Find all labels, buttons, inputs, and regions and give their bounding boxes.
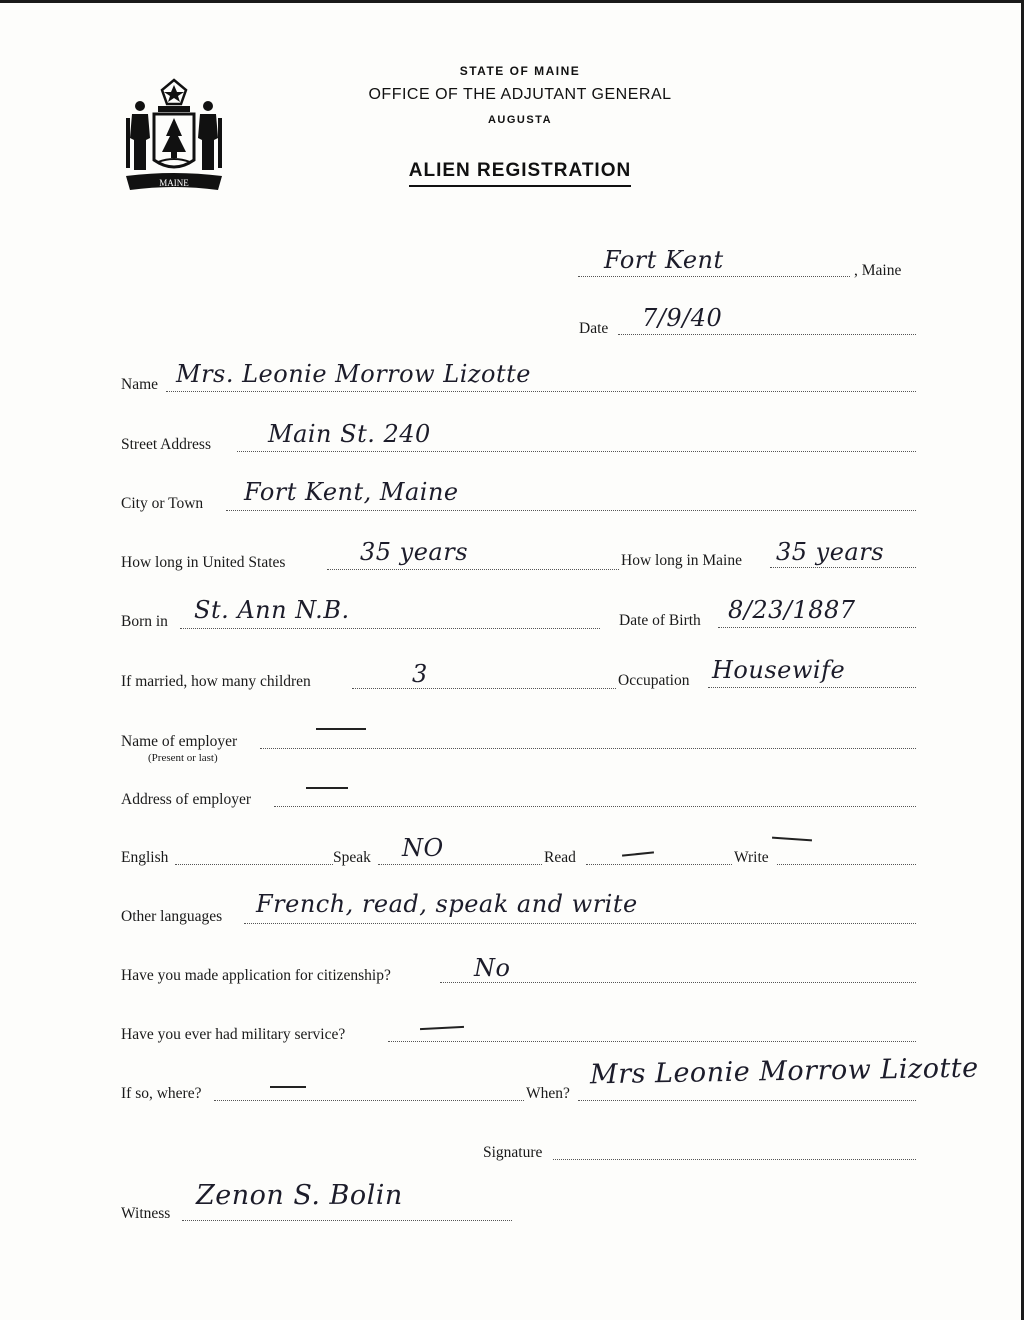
header-state: STATE OF MAINE [459,64,581,78]
date-of-birth-line [718,627,916,628]
read-dash [622,851,654,856]
occupation-line [708,687,916,688]
other-languages-value: French, read, speak and write [256,890,638,918]
read-line [586,864,732,865]
town-suffix-label: , Maine [854,262,902,279]
where-line [214,1100,524,1101]
street-address-line [237,451,916,452]
header-office: OFFICE OF THE ADJUTANT GENERAL [368,86,672,103]
street-address-value: Main St. 240 [268,420,431,448]
employer-address-line [274,806,916,807]
how-long-maine-value: 35 years [776,538,885,566]
employer-dash [316,728,366,730]
how-long-us-label: How long in United States [121,554,286,571]
write-label: Write [734,849,769,866]
witness-label: Witness [121,1205,171,1222]
employer-address-dash [306,787,348,789]
signature-value: Mrs Leonie Morrow Lizotte [589,1052,979,1091]
city-line [226,510,916,511]
where-dash [270,1086,306,1088]
english-line [175,864,333,865]
employer-label: Name of employer [121,733,238,750]
date-label: Date [579,320,609,337]
how-long-us-line [327,569,619,570]
witness-line [182,1220,512,1221]
military-service-line [388,1041,916,1042]
how-long-maine-label: How long in Maine [621,552,742,569]
citizenship-line [440,982,916,983]
date-value: 7/9/40 [642,304,723,332]
children-value: 3 [412,660,428,688]
how-long-maine-line [770,567,916,568]
born-in-label: Born in [121,613,168,630]
scan-edge-top [0,0,1024,3]
name-line [166,391,916,392]
children-line [352,688,616,689]
name-value: Mrs. Leonie Morrow Lizotte [176,360,531,388]
seal-banner-text: MAINE [159,178,189,188]
speak-value: NO [402,834,444,862]
military-service-dash [420,1026,464,1030]
write-line [777,864,916,865]
employer-line [260,748,916,749]
city-value: Fort Kent, Maine [244,478,459,506]
military-service-label: Have you ever had military service? [121,1026,346,1043]
employer-sublabel: (Present or last) [148,752,218,764]
other-languages-label: Other languages [121,908,223,925]
speak-line [378,864,542,865]
date-line [618,334,916,335]
write-dash [772,837,812,842]
when-label: When? [526,1085,570,1102]
signature-label: Signature [483,1144,543,1161]
occupation-value: Housewife [712,656,846,684]
speak-label: Speak [333,849,371,866]
other-languages-line [244,923,916,924]
citizenship-label: Have you made application for citizenship? [121,967,391,984]
citizenship-value: No [474,954,511,982]
children-label: If married, how many children [121,673,311,690]
date-of-birth-value: 8/23/1887 [728,596,856,624]
date-of-birth-label: Date of Birth [619,612,701,629]
street-address-label: Street Address [121,436,211,453]
city-label: City or Town [121,495,204,512]
occupation-label: Occupation [618,672,690,689]
born-in-value: St. Ann N.B. [194,596,350,624]
where-label: If so, where? [121,1085,202,1102]
read-label: Read [544,849,576,866]
town-line [578,276,850,277]
signature-line [553,1159,916,1160]
english-label: English [121,849,169,866]
header-city: AUGUSTA [487,114,553,126]
employer-address-label: Address of employer [121,791,251,808]
how-long-us-value: 35 years [360,538,469,566]
born-in-line [180,628,600,629]
form-title: ALIEN REGISTRATION [0,160,1024,187]
witness-value: Zenon S. Bolin [196,1180,403,1211]
when-line [578,1100,916,1101]
town-value: Fort Kent [604,246,724,274]
name-label: Name [121,376,159,393]
